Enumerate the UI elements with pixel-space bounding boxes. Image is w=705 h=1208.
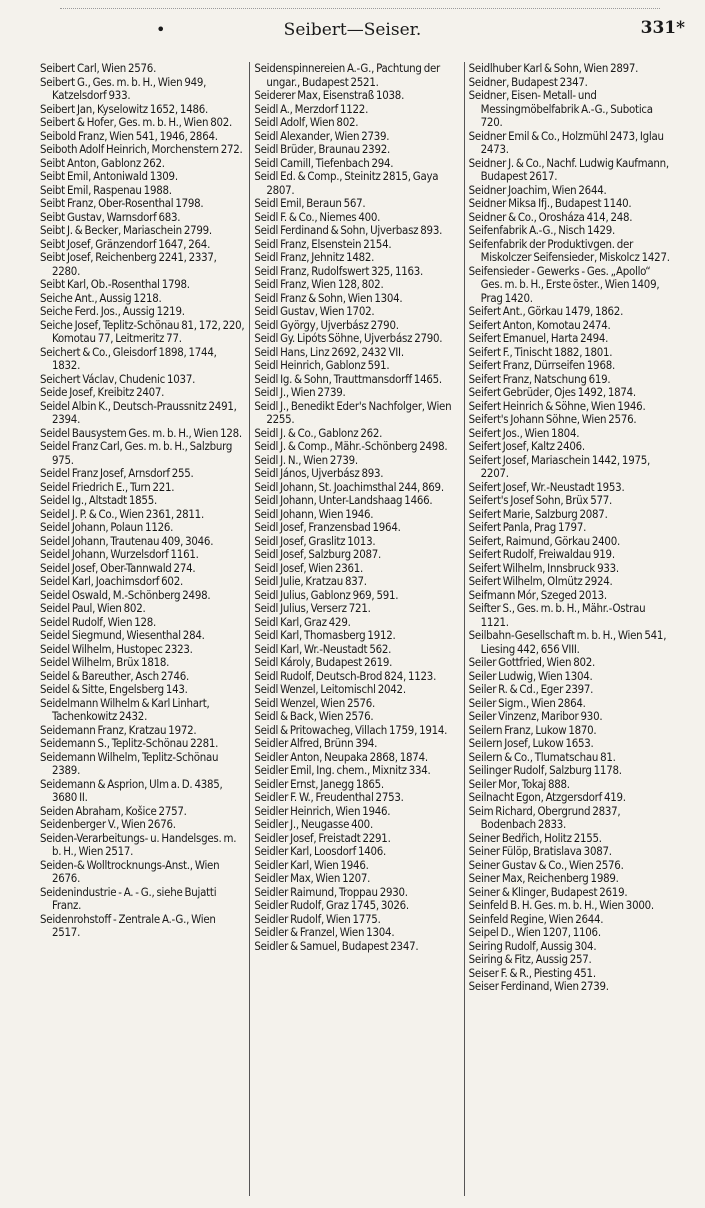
directory-entry: Seifert F., Tinischt 1882, 1801. — [468, 344, 613, 359]
directory-entry: Seifert Josef, Wr.-Neustadt 1953. — [468, 479, 625, 494]
directory-entry: Seidemann & Asprion, Ulm a. D. 4385, 3680 II. — [40, 776, 223, 804]
directory-entry: Seilinger Rudolf, Salzburg 1178. — [468, 763, 622, 777]
directory-entry: Seiler Mor, Tokaj 888. — [468, 776, 570, 791]
directory-entry: Seidler & Samuel, Budapest 2347. — [254, 938, 419, 953]
directory-entry: Seide Josef, Kreibitz 2407. — [40, 385, 165, 399]
column-3 — [464, 62, 678, 1196]
directory-entry: Seifert, Raimund, Görkau 2400. — [468, 533, 620, 548]
directory-entry: Seidenrohstoff - Zentrale A.-G., Wien 2517. — [40, 911, 216, 939]
directory-entry: Seidl Karl, Thomasberg 1912. — [254, 628, 396, 642]
directory-entry: Seidl Gy. Lipóts Söhne, Ujverbász 2790. — [254, 331, 443, 345]
directory-entry: Seiner Gustav & Co., Wien 2576. — [468, 857, 624, 872]
directory-entry: Seidl Camill, Tiefenbach 294. — [254, 155, 394, 170]
directory-entry: Seidl Johann, Wien 1946. — [254, 506, 374, 521]
directory-entry: Seidner Miksa Ifj., Budapest 1140. — [468, 196, 632, 210]
directory-entry: Seidl Franz, Rudolfswert 325, 1163. — [254, 263, 424, 278]
directory-entry: Seidemann Franz, Kratzau 1972. — [40, 722, 197, 737]
directory-entry: Seidl A., Merzdorf 1122. — [254, 101, 369, 116]
directory-entry: Seinfeld Regine, Wien 2644. — [468, 911, 604, 926]
directory-entry: Seidl Josef, Graslitz 1013. — [254, 533, 376, 548]
directory-entry: Seidl F. & Co., Niemes 400. — [254, 209, 381, 224]
directory-entry: Seidel Oswald, M.-Schönberg 2498. — [40, 587, 211, 602]
directory-entry: Seidel Rudolf, Wien 128. — [40, 614, 157, 629]
directory-entry: Seidel Bausystem Ges. m. b. H., Wien 128. — [40, 425, 242, 440]
directory-entry: Seim Richard, Obergrund 2837, Bodenbach 2833. — [468, 803, 621, 831]
directory-entry: Seibt Karl, Ob.-Rosenthal 1798. — [40, 277, 190, 291]
directory-entry: Seiler Vinzenz, Maribor 930. — [468, 709, 603, 723]
directory-entry: Seiner & Klinger, Budapest 2619. — [468, 884, 628, 899]
directory-entry: Seiring & Fitz, Aussig 257. — [468, 952, 592, 966]
directory-entry: Seifert Wilhelm, Innsbruck 933. — [468, 560, 619, 575]
column-1 — [36, 62, 249, 1196]
directory-columns — [36, 62, 678, 1196]
directory-entry: Seidler Rudolf, Wien 1775. — [254, 911, 381, 926]
directory-entry: Seidner Emil & Co., Holzmühl 2473, Iglau 2473. — [468, 128, 664, 156]
directory-entry: Seifenfabrik der Produktivgen. der Miskolczer Seifensieder, Miskolcz 1427. — [468, 236, 670, 264]
directory-entry: Seibert G., Ges. m. b. H., Wien 949, Katzelsdorf 933. — [40, 74, 207, 102]
directory-entry: Seidl Károly, Budapest 2619. — [254, 655, 393, 669]
directory-entry: Seidel & Bareuther, Asch 2746. — [40, 668, 189, 683]
directory-entry: Seidenspinnereien A.-G., Pachtung der ungar., Budapest 2521. — [254, 62, 440, 89]
directory-entry: Seidenindustrie - A. - G., siehe Bujatti Franz. — [40, 884, 217, 912]
directory-entry: Seiderer Max, Eisenstraß 1038. — [254, 88, 405, 102]
directory-entry: Seifmann Mór, Szeged 2013. — [468, 587, 607, 602]
directory-entry: Seidler Ernst, Janegg 1865. — [254, 776, 384, 791]
directory-entry: Seifert Emanuel, Harta 2494. — [468, 331, 609, 345]
directory-entry: Seiser Ferdinand, Wien 2739. — [468, 979, 609, 993]
directory-entry: Seiner Bedřich, Holitz 2155. — [468, 830, 602, 845]
directory-entry: Seidl Franz & Sohn, Wien 1304. — [254, 290, 403, 305]
header-dotted-rule — [60, 8, 660, 9]
directory-entry: Seifert Franz, Dürrseifen 1968. — [468, 358, 615, 372]
directory-entry: Seidler J., Neugasse 400. — [254, 817, 373, 831]
directory-entry: Seidel Johann, Polaun 1126. — [40, 520, 174, 534]
directory-entry: Seifert Josef, Mariaschein 1442, 1975, 2207. — [468, 452, 650, 480]
directory-entry: Seifert Anton, Komotau 2474. — [468, 317, 611, 332]
column-2 — [249, 62, 463, 1196]
directory-entry: Seilern Franz, Lukow 1870. — [468, 722, 597, 737]
directory-entry: Seifert Wilhelm, Olmütz 2924. — [468, 574, 613, 588]
directory-entry: Seiden-Verarbeitungs- u. Handelsges. m. b. H., Wien 2517. — [40, 830, 237, 858]
directory-entry: Seifert Franz, Natschung 619. — [468, 371, 611, 386]
directory-entry: Seidl János, Ujverbász 893. — [254, 466, 384, 480]
header-marker: • — [156, 20, 166, 39]
directory-entry: Seibert & Hofer, Ges. m. b. H., Wien 802. — [40, 115, 233, 129]
directory-entry: Seidl Johann, Unter-Landshaag 1466. — [254, 493, 433, 507]
directory-entry: Seidl Josef, Wien 2361. — [254, 560, 364, 575]
directory-entry: Seidl Franz, Elsenstein 2154. — [254, 236, 392, 251]
directory-entry: Seidel Ig., Altstadt 1855. — [40, 493, 157, 507]
directory-entry: Seidner, Budapest 2347. — [468, 74, 588, 89]
directory-entry: Seidler Karl, Loosdorf 1406. — [254, 844, 387, 858]
directory-entry: Seidelmann Wilhelm & Karl Linhart, Tachenkowitz 2432. — [40, 695, 210, 723]
directory-entry: Seidler Raimund, Troppau 2930. — [254, 884, 408, 899]
directory-entry: Seidler Heinrich, Wien 1946. — [254, 803, 391, 818]
directory-entry: Seibt Franz, Ober-Rosenthal 1798. — [40, 196, 204, 210]
directory-entry: Seiring Rudolf, Aussig 304. — [468, 938, 597, 953]
directory-entry: Seilern Josef, Lukow 1653. — [468, 736, 594, 750]
directory-entry: Seibt Gustav, Warnsdorf 683. — [40, 209, 181, 224]
directory-entry: Seiche Josef, Teplitz-Schönau 81, 172, 220, Komotau 77, Leitmeritz 77. — [40, 317, 245, 345]
directory-entry: Seidel Johann, Wurzelsdorf 1161. — [40, 547, 199, 561]
page-header — [0, 0, 705, 52]
directory-entry: Seidenberger V., Wien 2676. — [40, 817, 176, 831]
directory-entry: Seidel Johann, Trautenau 409, 3046. — [40, 533, 214, 548]
directory-entry: Seidl Hans, Linz 2692, 2432 VII. — [254, 344, 404, 359]
directory-entry: Seiler Gottfried, Wien 802. — [468, 655, 596, 669]
directory-entry: Seipel D., Wien 1207, 1106. — [468, 925, 601, 939]
directory-entry: Seidl Ferdinand & Sohn, Ujverbasz 893. — [254, 223, 443, 237]
directory-entry: Seifter S., Ges. m. b. H., Mähr.-Ostrau 1121. — [468, 601, 646, 629]
directory-entry: Seidel Wilhelm, Brüx 1818. — [40, 655, 170, 669]
directory-entry: Seidel J. P. & Co., Wien 2361, 2811. — [40, 506, 204, 521]
directory-entry: Seidl Josef, Franzensbad 1964. — [254, 520, 401, 534]
directory-entry: Seidl Julius, Verserz 721. — [254, 601, 371, 615]
directory-entry: Seidl J., Wien 2739. — [254, 385, 346, 399]
directory-entry: Seifert Ant., Görkau 1479, 1862. — [468, 304, 624, 318]
directory-entry: Seidl J. & Comp., Mähr.-Schönberg 2498. — [254, 439, 448, 453]
directory-entry: Seidl Wenzel, Wien 2576. — [254, 695, 376, 710]
directory-entry: Seidl Julius, Gablonz 969, 591. — [254, 587, 399, 602]
directory-entry: Seifert's Johann Söhne, Wien 2576. — [468, 412, 637, 426]
directory-entry: Seifert Josef, Kaltz 2406. — [468, 439, 585, 453]
directory-entry: Seidl & Pritowacheg, Villach 1759, 1914. — [254, 722, 448, 737]
directory-entry: Seiler R. & Cd., Eger 2397. — [468, 682, 594, 696]
directory-entry: Seidel Karl, Joachimsdorf 602. — [40, 574, 183, 588]
directory-entry: Seidl Franz, Wien 128, 802. — [254, 277, 384, 291]
directory-entry: Seidel Paul, Wien 802. — [40, 601, 146, 615]
directory-entry: Seidl Ed. & Comp., Steinitz 2815, Gaya 2807. — [254, 169, 439, 197]
directory-entry: Seifensieder - Gewerks - Ges. „Apollo“ Ges. m. b. H., Erste öster., Wien 1409, Prag 1420. — [468, 263, 660, 305]
directory-entry: Seifert Heinrich & Söhne, Wien 1946. — [468, 398, 646, 413]
directory-entry: Seidel Albin K., Deutsch-Praussnitz 2491, 2394. — [40, 398, 237, 426]
directory-entry: Seidel Friedrich E., Turn 221. — [40, 479, 175, 494]
directory-entry: Seifert Panla, Prag 1797. — [468, 520, 587, 534]
directory-entry: Seifert's Josef Sohn, Brüx 577. — [468, 493, 613, 507]
directory-entry: Seidl Wenzel, Leitomischl 2042. — [254, 682, 406, 696]
directory-entry: Seifert Rudolf, Freiwaldau 919. — [468, 547, 615, 561]
directory-entry: Seidel Franz Josef, Arnsdorf 255. — [40, 466, 194, 480]
directory-entry: Seidl Adolf, Wien 802. — [254, 115, 359, 129]
directory-entry: Seiner Max, Reichenberg 1989. — [468, 871, 619, 885]
directory-entry: Seiche Ant., Aussig 1218. — [40, 290, 162, 305]
directory-entry: Seidl Johann, St. Joachimsthal 244, 869. — [254, 479, 444, 494]
directory-entry: Seidler Anton, Neupaka 2868, 1874. — [254, 749, 428, 764]
directory-entry: Seiser F. & R., Piesting 451. — [468, 965, 596, 980]
directory-entry: Seidl György, Ujverbász 2790. — [254, 317, 399, 332]
directory-entry: Seidl Brüder, Braunau 2392. — [254, 142, 390, 156]
directory-entry: Seifert Marie, Salzburg 2087. — [468, 506, 608, 521]
directory-entry: Seiner Fülöp, Bratislava 3087. — [468, 844, 612, 858]
directory-entry: Seifenfabrik A.-G., Nisch 1429. — [468, 223, 616, 237]
directory-entry: Seidl Karl, Wr.-Neustadt 562. — [254, 641, 392, 656]
page-number: 331* — [640, 18, 685, 38]
directory-entry: Seichert Václav, Chudenic 1037. — [40, 371, 196, 386]
directory-entry: Seibt J. & Becker, Mariaschein 2799. — [40, 223, 212, 237]
directory-entry: Seidner & Co., Orosháza 414, 248. — [468, 209, 633, 224]
directory-entry: Seidel Siegmund, Wiesenthal 284. — [40, 628, 205, 642]
directory-entry: Seidner Joachim, Wien 2644. — [468, 182, 607, 197]
directory-entry: Seichert & Co., Gleisdorf 1898, 1744, 1832. — [40, 344, 217, 372]
directory-entry: Seibt Josef, Reichenberg 2241, 2337, 2280. — [40, 250, 217, 278]
directory-entry: Seibt Emil, Raspenau 1988. — [40, 182, 172, 197]
directory-entry: Seibt Josef, Gränzendorf 1647, 264. — [40, 236, 211, 251]
directory-entry: Seidner J. & Co., Nachf. Ludwig Kaufmann, Budapest 2617. — [468, 155, 669, 183]
directory-entry: Seiden Abraham, Košice 2757. — [40, 803, 187, 818]
directory-entry: Seidler Max, Wien 1207. — [254, 871, 371, 885]
directory-entry: Seidler Emil, Ing. chem., Mixnitz 334. — [254, 763, 431, 777]
directory-entry: Seidel Josef, Ober-Tannwald 274. — [40, 560, 196, 575]
directory-entry: Seibert Jan, Kyselowitz 1652, 1486. — [40, 101, 209, 116]
directory-entry: Seibert Carl, Wien 2576. — [40, 62, 157, 75]
directory-entry: Seidner, Eisen- Metall- und Messingmöbelfabrik A.-G., Subotica 720. — [468, 88, 653, 129]
directory-entry: Seilbahn-Gesellschaft m. b. H., Wien 541, Liesing 442, 656 VIII. — [468, 628, 667, 656]
directory-entry: Seidel Franz Carl, Ges. m. b. H., Salzburg 975. — [40, 439, 233, 467]
directory-entry: Seidl J. & Co., Gablonz 262. — [254, 425, 383, 440]
directory-entry: Seidler Alfred, Brünn 394. — [254, 736, 378, 750]
directory-entry: Seidl J. N., Wien 2739. — [254, 452, 358, 467]
directory-entry: Seidl Julie, Kratzau 837. — [254, 574, 367, 588]
directory-entry: Seidl Rudolf, Deutsch-Brod 824, 1123. — [254, 668, 437, 683]
directory-entry: Seidemann Wilhelm, Teplitz-Schönau 2389. — [40, 749, 219, 777]
directory-entry: Seidl J., Benedikt Eder's Nachfolger, Wien 2255. — [254, 398, 452, 426]
directory-entry: Seidel & Sitte, Engelsberg 143. — [40, 682, 188, 696]
directory-entry: Seibt Anton, Gablonz 262. — [40, 155, 165, 170]
directory-entry: Seidl Ig. & Sohn, Trauttmansdorff 1465. — [254, 371, 442, 386]
directory-entry: Seidl Alexander, Wien 2739. — [254, 128, 390, 143]
directory-entry: Seidl Karl, Graz 429. — [254, 614, 351, 629]
directory-entry: Seibold Franz, Wien 541, 1946, 2864. — [40, 128, 218, 143]
directory-entry: Seidlhuber Karl & Sohn, Wien 2897. — [468, 62, 639, 75]
directory-entry: Seinfeld B. H. Ges. m. b. H., Wien 3000. — [468, 898, 654, 912]
directory-entry: Seilern & Co., Tlumatschau 81. — [468, 749, 616, 764]
directory-entry: Seidl & Back, Wien 2576. — [254, 709, 374, 723]
directory-entry: Seiler Ludwig, Wien 1304. — [468, 668, 593, 683]
directory-entry: Seidler F. W., Freudenthal 2753. — [254, 790, 404, 804]
directory-entry: Seifert Jos., Wien 1804. — [468, 425, 580, 440]
page-title: Seibert—Seiser. — [283, 20, 422, 40]
directory-entry: Seidler Josef, Freistadt 2291. — [254, 830, 391, 845]
directory-entry: Seidler Rudolf, Graz 1745, 3026. — [254, 898, 409, 912]
directory-entry: Seiboth Adolf Heinrich, Morchenstern 272. — [40, 142, 243, 156]
directory-entry: Seidemann S., Teplitz-Schönau 2281. — [40, 736, 219, 750]
directory-entry: Seidl Emil, Beraun 567. — [254, 196, 366, 210]
directory-entry: Seidl Gustav, Wien 1702. — [254, 304, 375, 318]
directory-entry: Seidl Heinrich, Gablonz 591. — [254, 358, 390, 372]
directory-entry: Seidl Franz, Jehnitz 1482. — [254, 250, 375, 264]
directory-entry: Seiden-& Wolltrocknungs-Anst., Wien 2676. — [40, 857, 220, 885]
directory-entry: Seilnacht Egon, Atzgersdorf 419. — [468, 790, 626, 804]
directory-entry: Seifert Gebrüder, Ojes 1492, 1874. — [468, 385, 636, 399]
directory-entry: Seiler Sigm., Wien 2864. — [468, 695, 586, 710]
directory-entry: Seidler Karl, Wien 1946. — [254, 857, 369, 872]
directory-entry: Seiche Ferd. Jos., Aussig 1219. — [40, 304, 185, 318]
directory-entry: Seidler & Franzel, Wien 1304. — [254, 925, 395, 939]
directory-entry: Seibt Emil, Antoniwald 1309. — [40, 169, 178, 183]
directory-entry: Seidl Josef, Salzburg 2087. — [254, 547, 382, 561]
directory-entry: Seidel Wilhelm, Hustopec 2323. — [40, 641, 193, 656]
